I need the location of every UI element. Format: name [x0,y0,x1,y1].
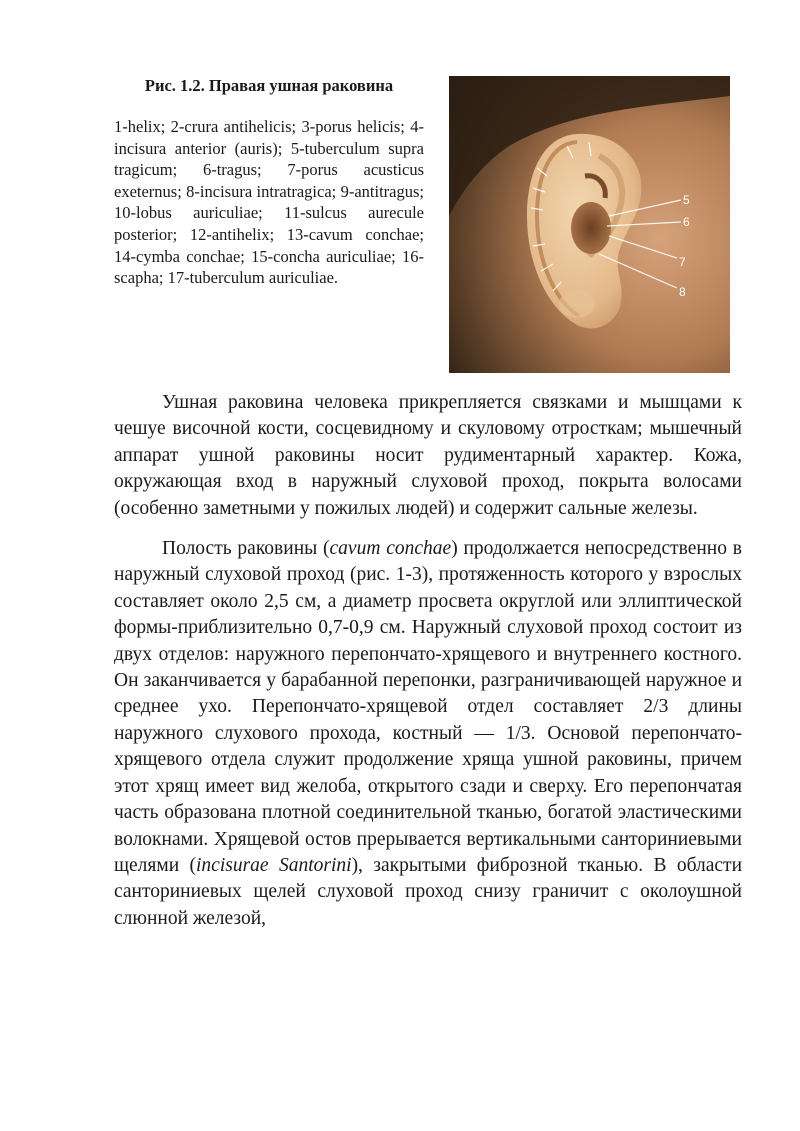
body-paragraph [114,536,742,932]
latin-term: incisurae Santorini [196,854,352,876]
latin-term: cavum conchae [329,538,452,560]
ear-photo [449,76,730,373]
figure-caption: Рис. 1.2. Правая ушная раковина [144,76,394,95]
image-label-8: 8 [679,285,686,299]
paragraph-text: Ушная раковина человека прикрепляется связками и мышцами к чешуе височной кости, сосцевидному и скуловому отросткам; мышечный аппарат ушной раковины носит рудиментарный характер. Кожа, окружающая вход в наружный слуховой проход, покрыта волосами (особенно заметными у пожилых людей) и содержит сальные железы. [114,392,742,519]
image-label-5: 5 [683,193,690,207]
paragraph-text: Полость раковины ( [162,538,330,560]
paragraph-text: ), закрытыми фиброзной тканью. В области санториниевых щелей слуховой проход снизу граничит с околоушной слюнной железой, [114,854,742,929]
body-paragraph [114,390,742,522]
paragraph-text: ) продолжается непосредственно в наружный слуховой проход (рис. 1-3), протяженность которого у взрослых составляет около 2,5 см, а диаметр просвета округлой или эллиптической формы-приблизительно 0,7-0,9 см. Наружный слуховой проход состоит из двух отделов: наружного перепончато-хрящевого и внутреннего костного. Он заканчивается у барабанной перепонки, разграничивающей наружное и среднее ухо. Перепончато-хрящевой отдел составляет 2/3 длины наружного слухового прохода, костный — 1/3. Основой перепончато-хрящевого отдела служит продолжение хряща ушной раковины, причем этот хрящ имеет вид желоба, открытого сзади и сверху. Его перепончатая часть образована плотной соединительной тканью, богатой эластическими волокнами. Хрящевой остов прерывается вертикальными санториниевыми щелями ( [114,538,742,876]
figure-text-block [114,76,424,289]
figure-legend: 1-helix; 2-crura antihelicis; 3-porus helicis; 4-incisura anterior (auris); 5-tuberculum supra tragicum; 6-tragus; 7-porus acusticus exeternus; 8-incisura intratragica; 9-antitragus; 10-lobus auriculiae; 11-sulcus aurecule posterior; 12-antihelix; 13-cavum conchae; 14-cymba conchae; 15-concha auriculiae; 16- scapha; 17-tuberculum auriculiae. [114,117,424,288]
image-label-7: 7 [679,255,686,269]
body-text [114,390,742,946]
image-label-6: 6 [683,215,690,229]
